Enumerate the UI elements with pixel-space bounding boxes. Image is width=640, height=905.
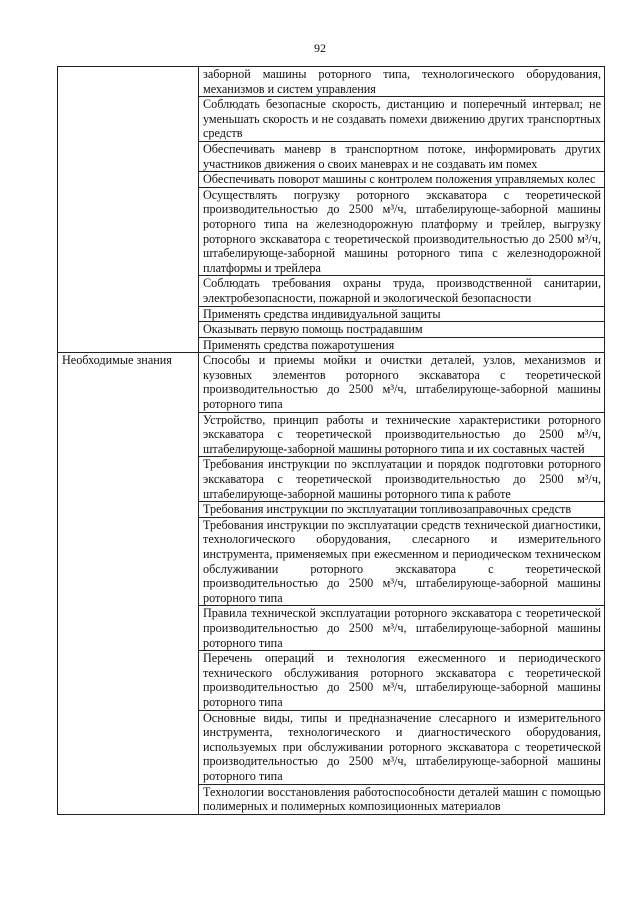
table-row xyxy=(58,67,605,97)
table-cell: Соблюдать безопасные скорость, дистанцию и поперечный интервал; не уменьшать скорость и не создавать помехи движению других транспортных средств xyxy=(199,97,605,142)
table-row xyxy=(58,353,605,412)
table-cell: заборной машины роторного типа, технологического оборудования, механизмов и систем управления xyxy=(199,67,605,97)
skills-label-cell xyxy=(58,67,199,353)
table-cell: Требования инструкции по эксплуатации топливозаправочных средств xyxy=(199,502,605,518)
table-cell: Оказывать первую помощь пострадавшим xyxy=(199,322,605,338)
table-cell: Требования инструкции по эксплуатации и порядок подготовки роторного экскаватора с теоретической производительностью до 2500 м³/ч, штабелирующе-заборной машины роторного типа к работе xyxy=(199,457,605,502)
table-cell: Обеспечивать маневр в транспортном потоке, информировать других участников движения о своих маневрах и не создавать им помех xyxy=(199,141,605,171)
table-cell: Осуществлять погрузку роторного экскаватора с теоретической производительностью до 2500 м³/ч, штабелирующе-заборной машины роторного типа на железнодорожную платформу и трейлер, выгрузку роторного экскаватора с теоретической производительностью до 2500 м³/ч, штабелирующе-заборной машины роторного типа с железнодорожной платформы и трейлера xyxy=(199,187,605,276)
competency-table xyxy=(57,66,605,815)
table-cell: Обеспечивать поворот машины с контролем положения управляемых колес xyxy=(199,172,605,188)
knowledge-label-cell: Необходимые знания xyxy=(58,353,199,814)
table-cell: Технологии восстановления работоспособности деталей машин с помощью полимерных и полимерных композиционных материалов xyxy=(199,784,605,814)
table-cell: Требования инструкции по эксплуатации средств технической диагностики, технологического оборудования, слесарного и измерительного инструмента, применяемых при ежесменном и периодическом техническом обслуживании роторного экскаватора с теоретической производительностью до 2500 м³/ч, штабелирующе-заборной машины роторного типа xyxy=(199,517,605,606)
page-number: 92 xyxy=(314,41,326,55)
table-cell: Правила технической эксплуатации роторного экскаватора с теоретической производительностью до 2500 м³/ч, штабелирующе-заборной машины роторного типа xyxy=(199,606,605,651)
table-cell: Соблюдать требования охраны труда, производственной санитарии, электробезопасности, пожарной и экологической безопасности xyxy=(199,276,605,306)
table-cell: Способы и приемы мойки и очистки деталей, узлов, механизмов и кузовных элементов роторного экскаватора с теоретической производительностью до 2500 м³/ч, штабелирующе-заборной машины роторного типа xyxy=(199,353,605,412)
table-cell: Основные виды, типы и предназначение слесарного и измерительного инструмента, технологического и диагностического оборудования, используемых при обслуживании роторного экскаватора с теоретической производительностью до 2500 м³/ч, штабелирующе-заборной машины роторного типа xyxy=(199,710,605,784)
table-cell: Перечень операций и технология ежесменного и периодического технического обслуживания роторного экскаватора с теоретической производительностью до 2500 м³/ч, штабелирующе-заборной машины роторного типа xyxy=(199,651,605,710)
table-cell: Применять средства индивидуальной защиты xyxy=(199,306,605,322)
table-cell: Устройство, принцип работы и технические характеристики роторного экскаватора с теоретической производительностью до 2500 м³/ч, штабелирующе-заборной машины роторного типа и их составных частей xyxy=(199,412,605,457)
table-cell: Применять средства пожаротушения xyxy=(199,337,605,353)
